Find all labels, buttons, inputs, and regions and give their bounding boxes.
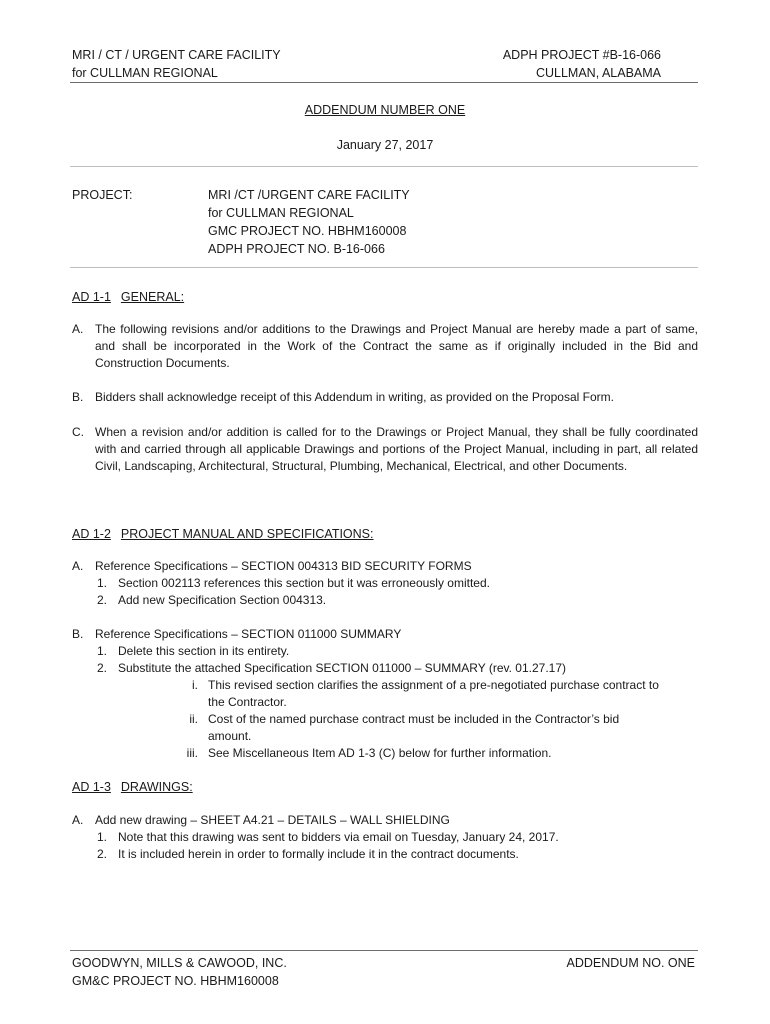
header-adph-project: ADPH PROJECT #B-16-066 <box>502 48 661 62</box>
footer-rule <box>70 950 698 951</box>
item-letter: B. <box>72 390 84 404</box>
item-text: Reference Specifications – SECTION 004313 BID SECURITY FORMS <box>95 559 472 573</box>
list-number: 1. <box>96 644 107 658</box>
list-item <box>95 592 326 609</box>
list-number: 2. <box>96 661 107 675</box>
section-number: AD 1-1 <box>72 290 111 304</box>
roman-continuation: the Contractor. <box>208 695 287 709</box>
header-project-name: MRI / CT / URGENT CARE FACILITY <box>72 48 281 62</box>
list-text: Delete this section in its entirety. <box>118 644 290 658</box>
project-line: ADPH PROJECT NO. B-16-066 <box>208 242 385 256</box>
roman-text: Cost of the named purchase contract must be included in the Contractor’s bid <box>208 712 620 726</box>
header-location: CULLMAN, ALABAMA <box>535 66 661 80</box>
footer-project-number: GM&C PROJECT NO. HBHM160008 <box>72 974 279 988</box>
drawings-item-a <box>72 812 450 829</box>
item-letter: B. <box>72 627 84 641</box>
section-heading-ad1-3 <box>72 778 193 796</box>
list-item <box>95 643 289 660</box>
item-letter: A. <box>72 322 84 336</box>
divider-project <box>70 267 698 268</box>
section-number: AD 1-3 <box>72 780 111 794</box>
section-title: GENERAL: <box>120 290 185 304</box>
roman-item <box>170 711 619 728</box>
item-letter: A. <box>72 559 84 573</box>
list-number: 2. <box>96 847 107 861</box>
roman-item <box>170 745 551 762</box>
header-right <box>503 46 661 82</box>
list-number: 1. <box>96 576 107 590</box>
spec-item-b <box>72 626 401 643</box>
header-client: for CULLMAN REGIONAL <box>72 66 218 80</box>
item-letter: C. <box>72 425 84 439</box>
document-title: ADDENDUM NUMBER ONE <box>304 103 466 117</box>
project-details <box>208 186 410 258</box>
roman-number: iii. <box>186 746 198 760</box>
document-date: January 27, 2017 <box>336 138 434 152</box>
footer-company: GOODWYN, MILLS & CAWOOD, INC. <box>72 956 287 970</box>
list-item <box>95 846 519 863</box>
section-heading-ad1-1 <box>72 288 184 306</box>
roman-number: i. <box>192 678 198 692</box>
header-left <box>72 46 281 82</box>
list-text: Note that this drawing was sent to bidders via email on Tuesday, January 24, 2017. <box>118 830 559 844</box>
list-item <box>95 829 559 846</box>
roman-item <box>170 677 659 694</box>
item-letter: A. <box>72 813 84 827</box>
general-item-a: The following revisions and/or additions to the Drawings and Project Manual are hereby made a part of same, and shall be incorporated in the Work of the Contract the same as if originally included in the Bid and Construction Documents. <box>95 322 698 370</box>
list-text: It is included herein in order to formally include it in the contract documents. <box>118 847 519 861</box>
project-line: for CULLMAN REGIONAL <box>208 206 354 220</box>
list-number: 2. <box>96 593 107 607</box>
footer-left <box>72 954 287 990</box>
section-number: AD 1-2 <box>72 527 111 541</box>
list-number: 1. <box>96 830 107 844</box>
project-line: MRI /CT /URGENT CARE FACILITY <box>208 188 410 202</box>
list-text: Add new Specification Section 004313. <box>118 593 327 607</box>
section-title: PROJECT MANUAL AND SPECIFICATIONS: <box>120 527 374 541</box>
header-rule <box>70 82 698 83</box>
list-text: Substitute the attached Specification SECTION 011000 – SUMMARY (rev. 01.27.17) <box>118 661 567 675</box>
item-text: Add new drawing – SHEET A4.21 – DETAILS – WALL SHIELDING <box>95 813 450 827</box>
divider-top <box>70 166 698 167</box>
list-text: Section 002113 references this section but it was erroneously omitted. <box>118 576 490 590</box>
section-heading-ad1-2 <box>72 525 374 543</box>
roman-text: See Miscellaneous Item AD 1-3 (C) below for further information. <box>208 746 552 760</box>
roman-text: This revised section clarifies the assignment of a pre-negotiated purchase contract to <box>208 678 659 692</box>
general-item-c: When a revision and/or addition is called for to the Drawings or Project Manual, they shall be fully coordinated with and carried through all applicable Drawings and portions of the Project Manual, including in part, all related Civil, Landscaping, Architectural, Structural, Plumbing, Mechanical, Electrical, and other Documents. <box>95 425 698 473</box>
general-item-b: Bidders shall acknowledge receipt of this Addendum in writing, as provided on the Proposal Form. <box>95 390 614 404</box>
project-label: PROJECT: <box>72 188 133 202</box>
project-line: GMC PROJECT NO. HBHM160008 <box>208 224 407 238</box>
footer-addendum-label: ADDENDUM NO. ONE <box>566 956 695 970</box>
roman-number: ii. <box>189 712 198 726</box>
list-item <box>95 575 490 592</box>
roman-continuation: amount. <box>208 729 252 743</box>
item-text: Reference Specifications – SECTION 011000 SUMMARY <box>95 627 402 641</box>
section-title: DRAWINGS: <box>120 780 193 794</box>
spec-item-a <box>72 558 472 575</box>
list-item <box>95 660 566 677</box>
